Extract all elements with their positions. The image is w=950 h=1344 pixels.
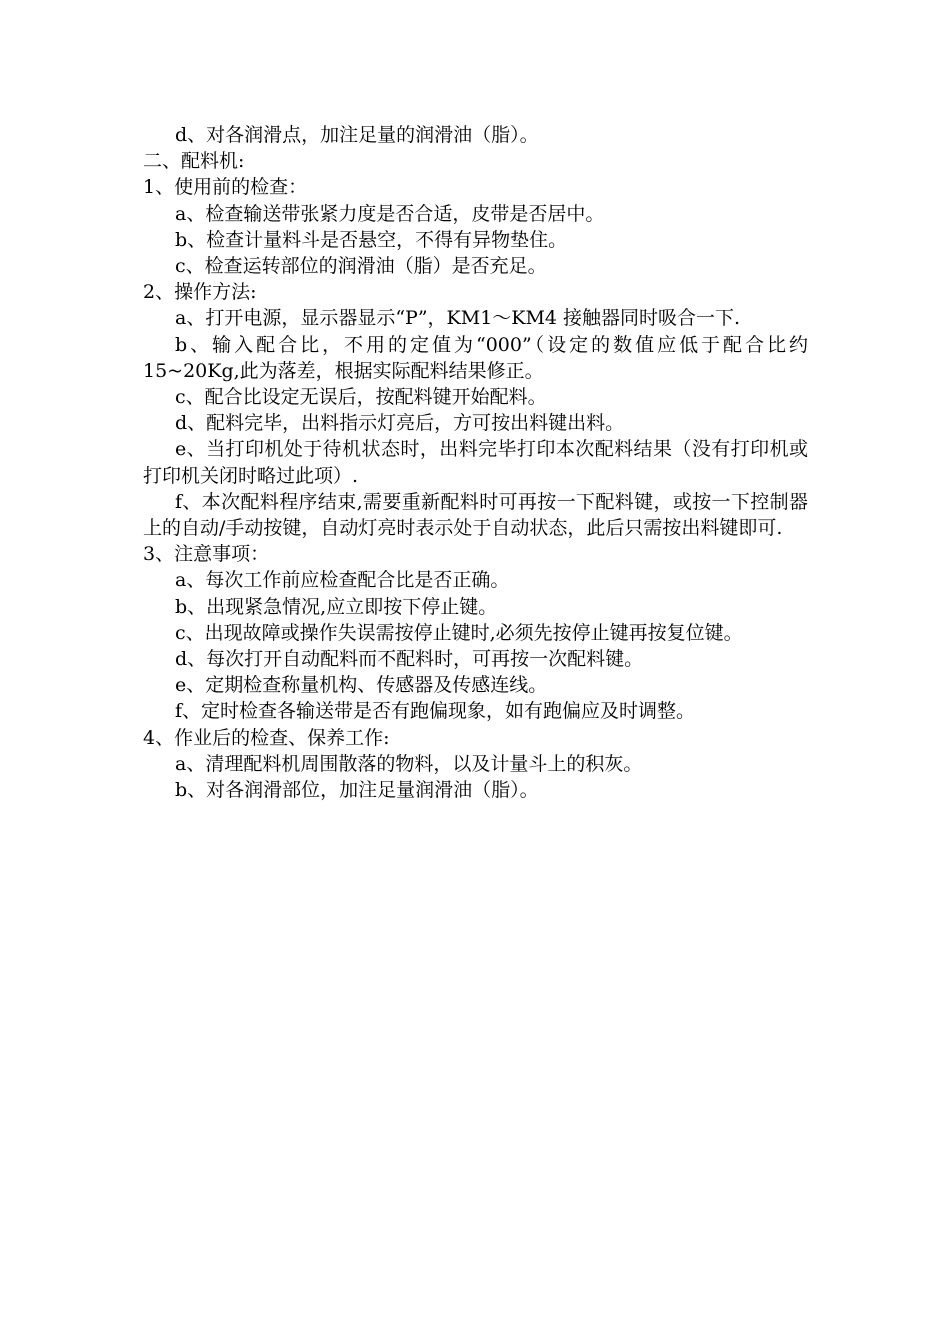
item-clean-area: a、清理配料机周围散落的物料，以及计量斗上的积灰。 [175,752,643,775]
item-program-end: f、本次配料程序结束,需要重新配料时可再按一下配料键，或按一下控制器上的自动/手动按键，自动灯亮时表示处于自动状态，此后只需按出料键即可. [143,490,808,540]
item-lubricate-parts: b、对各润滑部位，加注足量润滑油（脂）。 [175,779,539,802]
item-power-on: a、打开电源，显示器显示“P”，KM1～KM4 接触器同时吸合一下. [175,307,741,330]
item-check-sensors: e、定期检查称量机构、传感器及传感连线。 [175,674,548,697]
subheading-operation-method: 2、操作方法: [143,281,257,304]
section-heading-batching-machine: 二、配料机: [143,150,245,173]
item-check-hopper: b、检查计量料斗是否悬空，不得有异物垫住。 [175,228,568,251]
item-fault-reset: c、出现故障或操作失误需按停止键时,必须先按停止键再按复位键。 [175,621,743,644]
item-start-batching: c、配合比设定无误后，按配料键开始配料。 [175,386,547,409]
item-input-ratio: b、输入配合比，不用的定值为“000”（设定的数值应低于配合比约 15~20Kg,此为落差，根据实际配料结果修正。 [143,333,808,382]
item-discharge: d、配料完毕，出料指示灯亮后，方可按出料键出料。 [175,412,625,435]
item-check-ratio: a、每次工作前应检查配合比是否正确。 [175,569,510,592]
item-lubrication-points: d、对各润滑点，加注足量的润滑油（脂）。 [175,124,539,146]
item-emergency-stop: b、出现紧急情况,应立即按下停止键。 [175,595,498,618]
item-check-lubrication: c、检查运转部位的润滑油（脂）是否充足。 [175,255,547,278]
subheading-precautions: 3、注意事项： [143,543,270,566]
subheading-post-work-maintenance: 4、作业后的检查、保养工作: [143,726,390,749]
item-auto-no-batch: d、每次打开自动配料而不配料时，可再按一次配料键。 [175,648,644,671]
subheading-pre-use-check: 1、使用前的检查： [143,176,308,199]
item-check-belt-deviation: f、定时检查各输送带是否有跑偏现象，如有跑偏应及时调整。 [175,700,696,723]
item-print-result: e、当打印机处于待机状态时，出料完毕打印本次配料结果（没有打印机或打印机关闭时略过此项）. [143,438,808,487]
item-check-belt-tension: a、检查输送带张紧力度是否合适，皮带是否居中。 [175,202,605,225]
document-body [143,122,808,803]
